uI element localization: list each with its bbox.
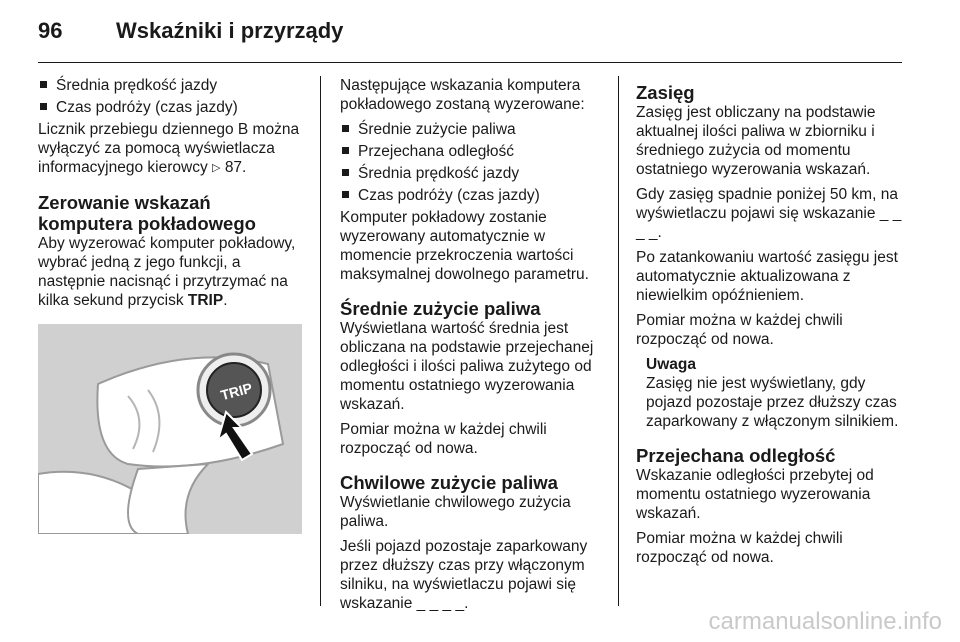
reset-intro: Następujące wskazania komputera pokładowego zostaną wyzerowane: [340,77,585,113]
page-reference[interactable]: 87. [224,159,247,176]
list-item: Czas podróży (czas jazdy) [38,98,304,117]
note-box [636,355,904,431]
watermark: carmanualsonline.info [708,608,942,635]
section-heading-instant-consumption: Chwilowe zużycie paliwa [340,472,558,493]
section-heading-range: Zasięg [636,82,695,103]
trip-odometer-text: Licznik przebiegu dziennego B można wyłączyć za pomocą wyświetlacza informacyjnego kierowcy [38,121,300,176]
note-text: Zasięg nie jest wyświetlany, gdy pojazd pozostaje przez dłuższy czas zaparkowany z włączonym silnikiem. [646,375,899,430]
section-heading-reset: Zerowanie wskazań komputera pokładowego [38,192,256,234]
instant-consumption-parked: Jeśli pojazd pozostaje zaparkowany przez dłuższy czas przy włączonym silniku, na wyświetlaczu pojawi się wskazanie _ _ _ _. [340,538,588,612]
average-consumption-reset: Pomiar można w każdej chwili rozpocząć od nowa. [340,421,547,457]
page-number: 96 [38,18,63,43]
page-title: Wskaźniki i przyrządy [116,18,344,43]
trip-button-illustration [38,324,302,534]
column-divider-1 [320,76,321,606]
list-item: Średnie zużycie paliwa [340,120,606,139]
instant-consumption-text: Wyświetlanie chwilowego zużycia paliwa. [340,494,571,530]
distance-reset-text: Pomiar można w każdej chwili rozpocząć od nowa. [636,530,843,566]
column-1 [38,76,304,534]
section-heading-average-consumption: Średnie zużycie paliwa [340,298,541,319]
section-heading-distance: Przejechana odległość [636,445,836,466]
reset-text: Aby wyzerować komputer pokładowy, wybrać jedną z jego funkcji, a następnie nacisnąć i przytrzymać na kilka sekund przycisk [38,235,296,309]
page-header [38,18,343,48]
range-low-text: Gdy zasięg spadnie poniżej 50 km, na wyświetlaczu pojawi się wskazanie _ _ _ _. [636,186,902,241]
reset-paragraph [38,234,304,310]
trip-odometer-paragraph [38,120,304,178]
range-text: Zasięg jest obliczany na podstawie aktualnej ilości paliwa w zbiorniku i średniego zużycia od momentu ostatniego wyzerowania wskazań. [636,104,876,178]
column-3 [636,76,904,573]
page-reference-icon[interactable]: ▷ [212,162,221,174]
column-2 [340,76,606,619]
distance-text: Wskazanie odległości przebytej od momentu ostatniego wyzerowania wskazań. [636,467,874,522]
list-item: Średnia prędkość jazdy [340,164,606,183]
reset-text-tail: . [223,292,228,309]
note-title: Uwaga [646,356,696,373]
range-reset-text: Pomiar można w każdej chwili rozpocząć od nowa. [636,312,843,348]
list-item: Średnia prędkość jazdy [38,76,304,95]
auto-reset-paragraph: Komputer pokładowy zostanie wyzerowany automatycznie w momencie przekroczenia wartości maksymalnej dowolnego parametru. [340,209,589,283]
header-rule [38,62,902,63]
list-item: Przejechana odległość [340,142,606,161]
average-consumption-text: Wyświetlana wartość średnia jest obliczana na podstawie przejechanej odległości i ilości paliwa zużytego od momentu ostatniego wyzerowania wskazań. [340,320,594,413]
range-refuel-text: Po zatankowaniu wartość zasięgu jest automatycznie aktualizowana z niewielkim opóźnieniem. [636,249,898,304]
list-item: Czas podróży (czas jazdy) [340,186,606,205]
trip-button-label: TRIP [218,379,254,404]
column-divider-2 [618,76,619,606]
trip-key-label: TRIP [187,292,224,309]
